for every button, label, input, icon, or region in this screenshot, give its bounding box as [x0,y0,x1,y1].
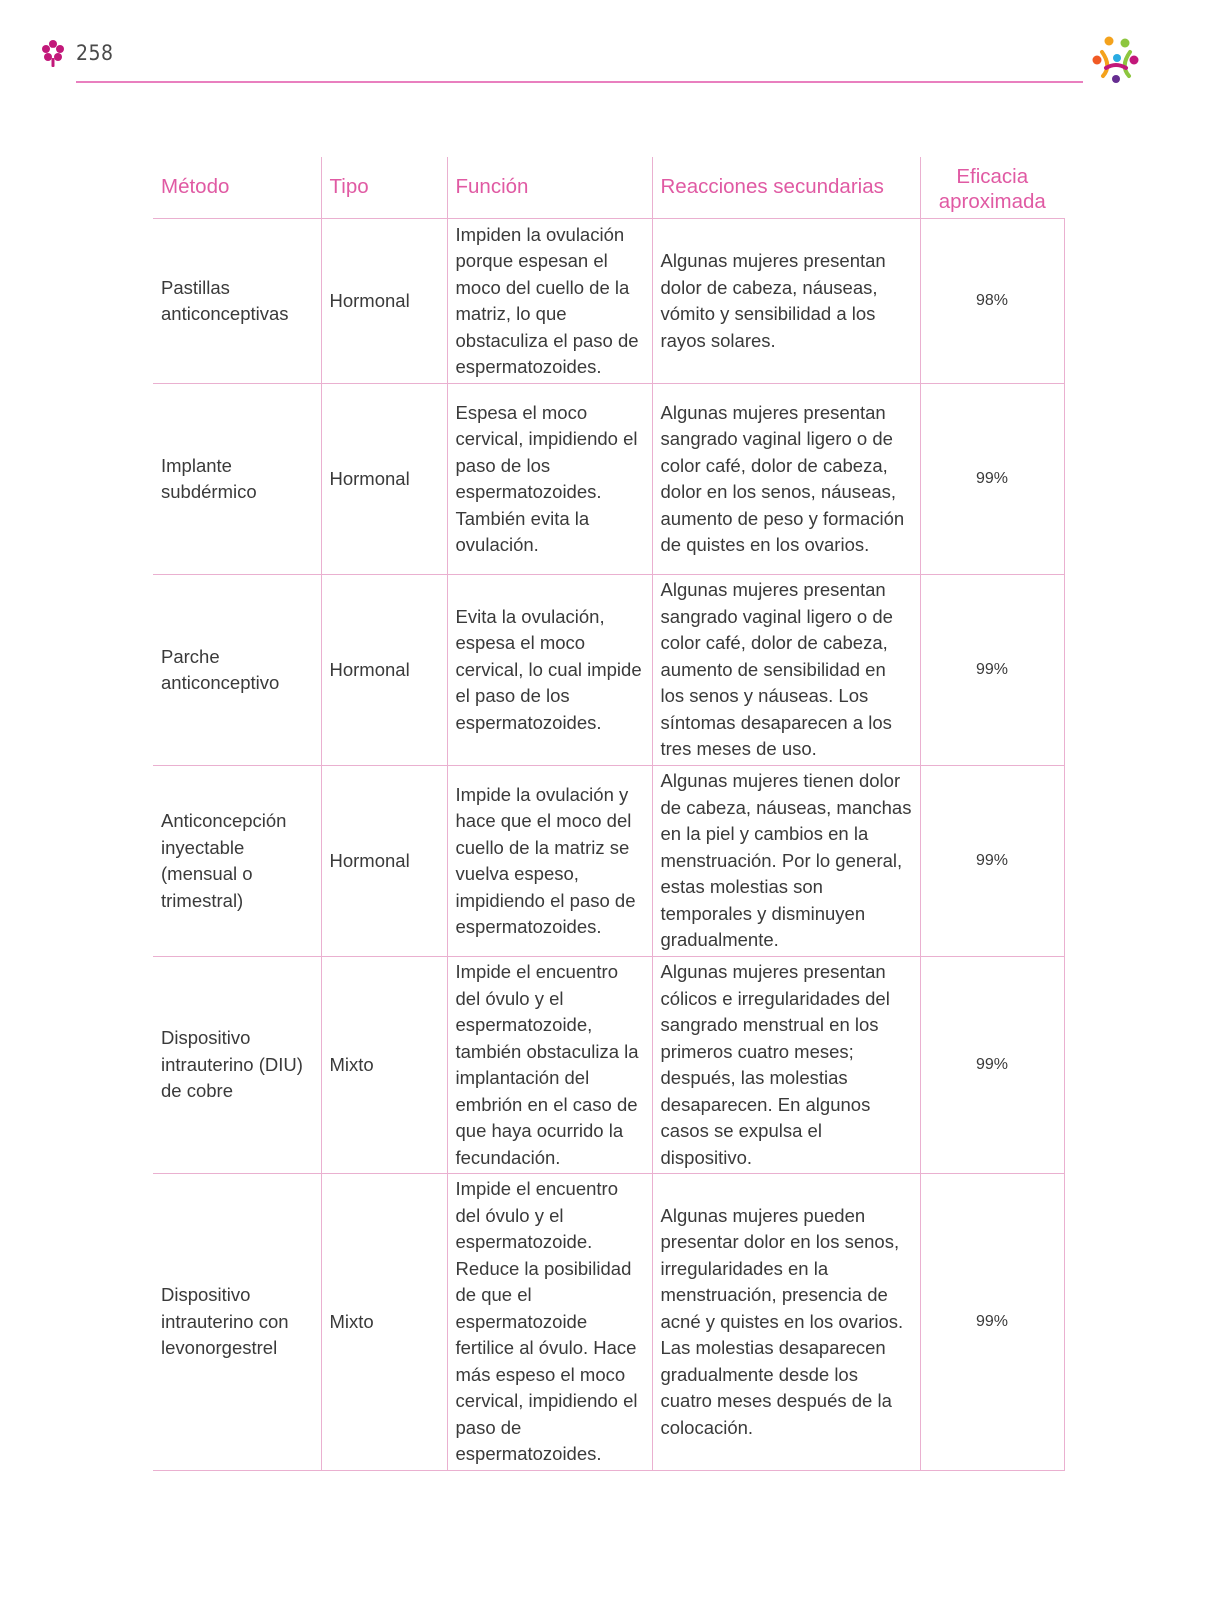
header-reacciones: Reacciones secundarias [652,157,920,219]
page-number: 258 [76,41,114,65]
table-row [153,1174,1064,1471]
cell-funcion: Impide la ovulación y hace que el moco del cuello de la matriz se vuelva espeso, impidiendo el paso de espermatozoides. [447,766,652,957]
cell-metodo: Dispositivo intrauterino con levonorgestrel [153,1174,321,1471]
cell-reacciones: Algunas mujeres presentan sangrado vaginal ligero o de color café, dolor de cabeza, aumento de sensibilidad en los senos y náuseas. Los síntomas desaparecen a los tres meses de uso. [652,575,920,766]
cell-funcion: Impide el encuentro del óvulo y el espermatozoide, también obstaculiza la implantación del embrión en el caso de que haya ocurrido la fecundación. [447,957,652,1174]
cell-eficacia: 99% [920,575,1064,766]
cell-reacciones: Algunas mujeres presentan dolor de cabeza, náuseas, vómito y sensibilidad a los rayos solares. [652,219,920,384]
cell-metodo: Implante subdérmico [153,384,321,575]
table-row [153,219,1064,384]
header-eficacia: Eficacia aproximada [920,157,1064,219]
table-row [153,957,1064,1174]
header-rule [76,81,1083,83]
header-funcion: Función [447,157,652,219]
header-tipo: Tipo [321,157,447,219]
page-header [0,0,1214,100]
cell-tipo: Hormonal [321,766,447,957]
cell-funcion: Impide el encuentro del óvulo y el espermatozoide. Reduce la posibilidad de que el espermatozoide fertilice al óvulo. Hace más espeso el moco cervical, impidiendo el paso de espermatozoides. [447,1174,652,1471]
cell-reacciones: Algunas mujeres tienen dolor de cabeza, náuseas, manchas en la piel y cambios en la menstruación. Por lo general, estas molestias son temporales y disminuyen gradualmente. [652,766,920,957]
cell-tipo: Hormonal [321,219,447,384]
colorful-figures-logo-icon [1088,32,1144,88]
cell-metodo: Dispositivo intrauterino (DIU) de cobre [153,957,321,1174]
cell-tipo: Mixto [321,957,447,1174]
cell-eficacia: 98% [920,219,1064,384]
cell-eficacia: 99% [920,766,1064,957]
cell-funcion: Evita la ovulación, espesa el moco cervical, lo cual impide el paso de los espermatozoides. [447,575,652,766]
table-header-row [153,157,1064,219]
cell-funcion: Impiden la ovulación porque espesan el moco del cuello de la matriz, lo que obstaculiza el paso de espermatozoides. [447,219,652,384]
cell-eficacia: 99% [920,384,1064,575]
cell-metodo: Pastillas anticonceptivas [153,219,321,384]
flower-icon [40,38,66,68]
table-row [153,384,1064,575]
cell-eficacia: 99% [920,1174,1064,1471]
table-row [153,575,1064,766]
cell-reacciones: Algunas mujeres presentan cólicos e irregularidades del sangrado menstrual en los primeros cuatro meses; después, las molestias desaparecen. En algunos casos se expulsa el dispositivo. [652,957,920,1174]
cell-metodo: Parche anticonceptivo [153,575,321,766]
contraceptive-methods-table [153,157,1065,1471]
cell-eficacia: 99% [920,957,1064,1174]
cell-reacciones: Algunas mujeres presentan sangrado vaginal ligero o de color café, dolor de cabeza, dolor en los senos, náuseas, aumento de peso y formación de quistes en los ovarios. [652,384,920,575]
cell-funcion: Espesa el moco cervical, impidiendo el paso de los espermatozoides. También evita la ovulación. [447,384,652,575]
table-row [153,766,1064,957]
cell-metodo: Anticoncepción inyectable (mensual o trimestral) [153,766,321,957]
cell-tipo: Hormonal [321,384,447,575]
header-metodo: Método [153,157,321,219]
cell-tipo: Hormonal [321,575,447,766]
cell-reacciones: Algunas mujeres pueden presentar dolor en los senos, irregularidades en la menstruación, presencia de acné y quistes en los ovarios. Las molestias desaparecen gradualmente desde los cuatro meses después de la colocación. [652,1174,920,1471]
cell-tipo: Mixto [321,1174,447,1471]
